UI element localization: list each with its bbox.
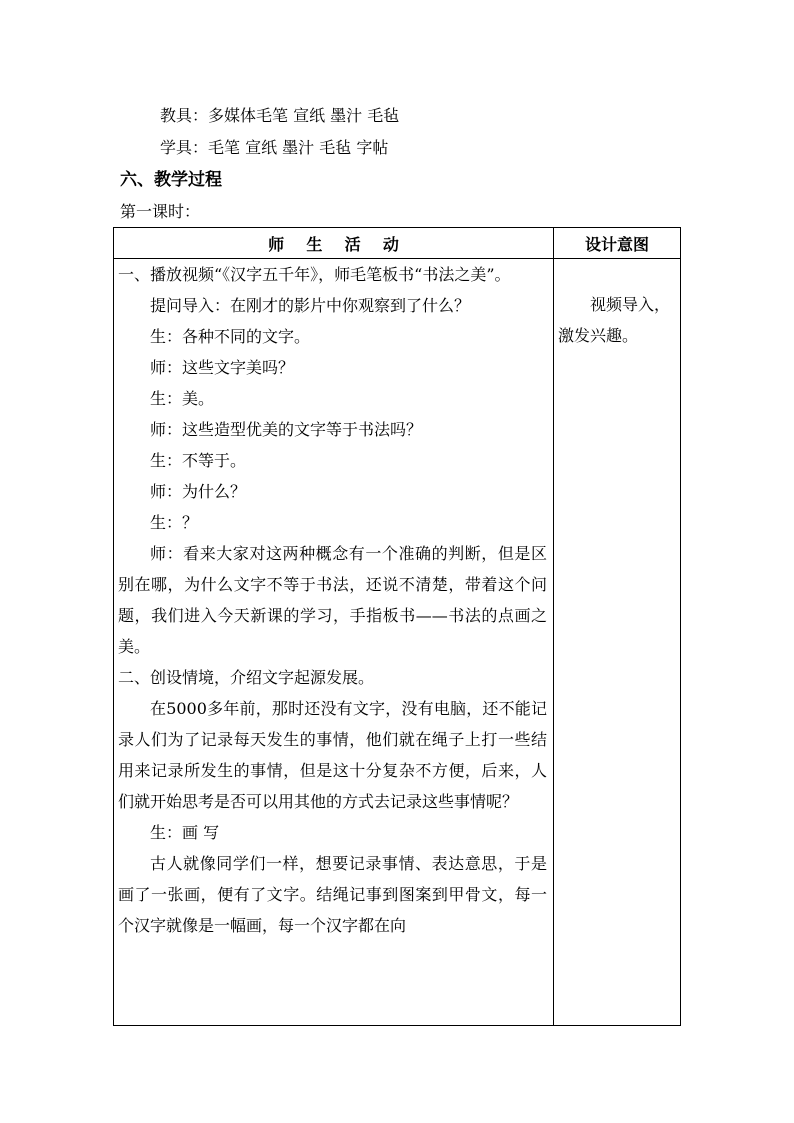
activity-cell	[114, 259, 554, 1026]
table-header-row	[114, 228, 681, 259]
lesson-label: 第一课时：	[120, 202, 201, 221]
section-heading: 六、教学过程	[120, 170, 222, 190]
paragraph: 二、创设情境，介绍文字起源发展。	[118, 668, 375, 687]
header-activity: 师 生 活 动	[114, 228, 554, 259]
paragraph: 在5000多年前，那时还没有文字，没有电脑，还不能记录人们为了记录每天发生的事情，他们就在绳子上打一些结用来记录所发生的事情，但是这十分复杂不方便，后来，人们就开始思考是否可以用其他的方式去记录这些事情呢？	[118, 699, 547, 811]
paragraph: 生：不等于。	[150, 451, 247, 470]
header-intent: 设计意图	[554, 228, 681, 259]
paragraph: 师：看来大家对这两种概念有一个准确的判断，但是区别在哪，为什么文字不等于书法，还说不清楚，带着这个问题，我们进入今天新课的学习，手指板书——书法的点画之美。	[118, 544, 547, 656]
teacher-tools: 教具：多媒体毛笔 宣纸 墨汁 毛毡	[160, 106, 400, 125]
design-intent-text: 视频导入，激发兴趣。	[558, 295, 671, 345]
paragraph: 一、播放视频“《汉字五千年》，师毛笔板书“书法之美”。	[118, 265, 511, 284]
paragraph: 提问导入：在刚才的影片中你观察到了什么？	[150, 296, 471, 315]
student-tools: 学具：毛笔 宣纸 墨汁 毛毡 字帖	[160, 138, 389, 157]
paragraph: 生：画 写	[150, 823, 220, 842]
paragraph: 古人就像同学们一样，想要记录事情、表达意思，于是画了一张画，便有了文字。结绳记事到图案到甲骨文，每一个汉字就像是一幅画，每一个汉字都在向	[118, 854, 547, 935]
intent-cell	[554, 259, 681, 1026]
lesson-table	[113, 227, 681, 1026]
paragraph: 师：这些文字美吗？	[150, 358, 295, 377]
paragraph: 师：为什么？	[150, 482, 247, 501]
table-row	[114, 259, 681, 1026]
paragraph: 生：各种不同的文字。	[150, 327, 311, 346]
paragraph: 生：？	[150, 513, 199, 532]
paragraph: 师：这些造型优美的文字等于书法吗？	[150, 420, 423, 439]
paragraph: 生：美。	[150, 389, 215, 408]
